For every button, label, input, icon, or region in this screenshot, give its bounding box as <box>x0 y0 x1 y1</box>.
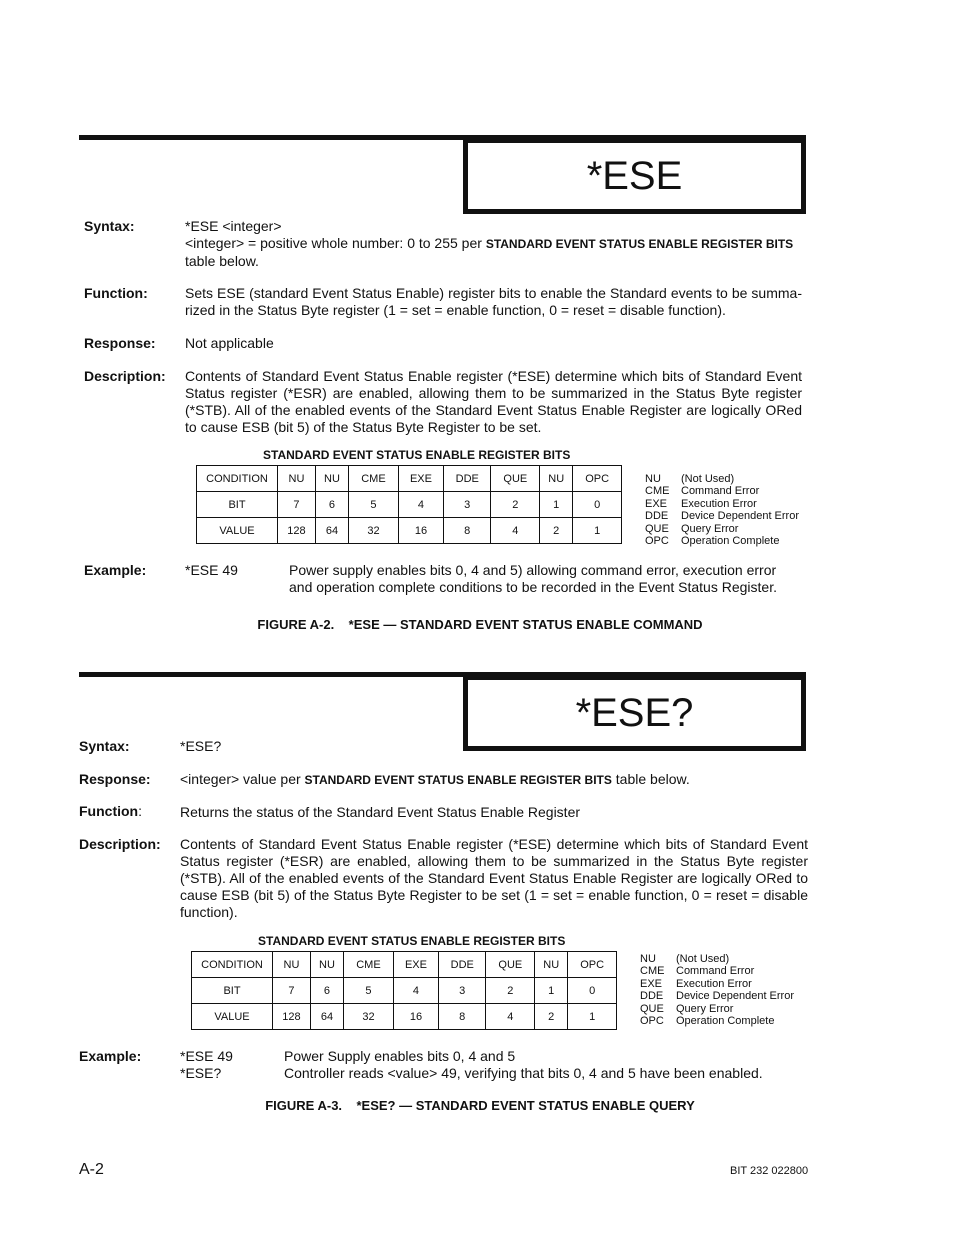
section1-example-label: Example: <box>84 562 147 578</box>
table-cell: 2 <box>486 978 535 1004</box>
section2-figure-caption: FIGURE A-3. *ESE? — STANDARD EVENT STATUS ENABLE QUERY <box>265 1098 695 1113</box>
legend-abbr: EXE <box>640 977 663 990</box>
section2-syntax-label: Syntax: <box>79 738 130 754</box>
section2-description-text: Contents of Standard Event Status Enable register (*ESE) determine which bits of Standard Event Status register (*ESR) are enabled, allowing them to be summarized in the Status Byte register (*STB). All of the enabled events of the Standard Event Status Enable Register are logically ORed to cause ESB (bit 5) of the Status Byte Register to be set (1 = set = enable function, 0 = reset = disable function). <box>180 836 808 920</box>
table-row <box>197 518 622 544</box>
table-cell: BIT <box>197 492 278 518</box>
legend-desc: (Not Used) <box>681 473 735 485</box>
section1-example-text: Power supply enables bits 0, 4 and 5) allowing command error, execution error and operation complete conditions to be recorded in the Event Status Register. <box>289 562 777 595</box>
section2-example1-command: *ESE 49 <box>180 1048 233 1064</box>
section1-syntax-line2-pre: <integer> = positive whole number: 0 to 255 per <box>185 235 486 251</box>
section1-legend <box>645 473 799 547</box>
legend-abbr: NU <box>645 473 661 485</box>
section2-function-text: Returns the status of the Standard Event Status Enable Register <box>180 804 581 820</box>
legend-desc: (Not Used) <box>676 953 730 965</box>
table-cell: 6 <box>315 492 348 518</box>
table-cell: 32 <box>349 518 399 544</box>
section2-example1-text: Power Supply enables bits 0, 4 and 5 <box>284 1048 516 1064</box>
legend-abbr: DDE <box>640 990 664 1003</box>
table-cell: BIT <box>192 978 273 1004</box>
table-cell: 16 <box>398 518 443 544</box>
table-cell: NU <box>278 466 316 492</box>
section2-response-pre: <integer> value per <box>180 771 305 787</box>
table-cell: 7 <box>278 492 316 518</box>
section1-syntax-line2 <box>185 235 810 253</box>
table-cell: 2 <box>535 1004 568 1030</box>
section1-function-label: Function: <box>84 285 148 301</box>
legend-item <box>645 535 799 547</box>
legend-abbr: QUE <box>640 1002 664 1015</box>
table-cell: CONDITION <box>192 952 273 978</box>
table-cell: 64 <box>310 1004 343 1030</box>
page-number: A-2 <box>79 1161 104 1178</box>
table-cell: 32 <box>344 1004 394 1030</box>
section1-function-text: Sets ESE (standard Event Status Enable) register bits to enable the Standard events to be summa-rized in the Status Byte register (1 = set = enable function, 0 = reset = disable function). <box>185 285 802 318</box>
table-cell: NU <box>273 952 311 978</box>
legend-item <box>645 510 799 522</box>
legend-desc: Device Dependent Error <box>676 990 795 1003</box>
table-cell: 3 <box>439 978 486 1004</box>
section1-syntax-label: Syntax: <box>84 218 135 234</box>
table-cell: NU <box>535 952 568 978</box>
table-cell: 7 <box>273 978 311 1004</box>
legend-item <box>640 978 794 990</box>
section2-legend <box>640 953 794 1027</box>
section1-response-text: Not applicable <box>185 335 274 351</box>
table-cell: NU <box>315 466 348 492</box>
table-row <box>197 466 622 492</box>
table-cell: 1 <box>540 492 573 518</box>
section1-syntax-text <box>185 218 810 270</box>
table-cell: VALUE <box>197 518 278 544</box>
table-row <box>197 492 622 518</box>
legend-abbr: CME <box>640 965 665 978</box>
section1-syntax-ref: STANDARD EVENT STATUS ENABLE REGISTER BITS <box>485 237 794 251</box>
table-cell: QUE <box>491 466 540 492</box>
table-cell: 128 <box>273 1004 311 1030</box>
table-cell: OPC <box>568 952 617 978</box>
section1-description-label: Description: <box>84 368 166 384</box>
table-cell: 2 <box>491 492 540 518</box>
table-cell: 5 <box>349 492 399 518</box>
table-cell: 128 <box>278 518 316 544</box>
section2-function-label-text: Function <box>79 803 139 819</box>
legend-item <box>640 1015 794 1027</box>
legend-abbr: OPC <box>640 1015 664 1028</box>
section2-example2-command: *ESE? <box>180 1065 222 1081</box>
table-cell: 4 <box>486 1004 535 1030</box>
legend-desc: Operation Complete <box>676 1015 775 1028</box>
table-row <box>192 1004 617 1030</box>
table-cell: 3 <box>444 492 491 518</box>
table-cell: CME <box>349 466 399 492</box>
table-cell: CME <box>344 952 394 978</box>
table-cell: 0 <box>573 492 622 518</box>
section1-table-title: STANDARD EVENT STATUS ENABLE REGISTER BITS <box>263 448 571 462</box>
section2-example2-text: Controller reads <value> 49, verifying that bits 0, 4 and 5 have been enabled. <box>284 1065 763 1081</box>
table-cell: EXE <box>393 952 438 978</box>
section1-syntax-line3: table below. <box>185 253 259 269</box>
table-cell: 5 <box>344 978 394 1004</box>
legend-abbr: OPC <box>645 535 669 548</box>
section2-syntax-text: *ESE? <box>180 738 222 754</box>
table-cell: 64 <box>315 518 348 544</box>
table-cell: NU <box>310 952 343 978</box>
table-cell: NU <box>540 466 573 492</box>
table-cell: QUE <box>486 952 535 978</box>
table-cell: CONDITION <box>197 466 278 492</box>
legend-item <box>645 498 799 510</box>
legend-desc: Device Dependent Error <box>681 510 800 523</box>
legend-desc: Command Error <box>681 485 760 498</box>
legend-desc: Operation Complete <box>681 535 780 548</box>
legend-abbr: QUE <box>645 522 669 535</box>
table-cell: 0 <box>568 978 617 1004</box>
table-row <box>192 978 617 1004</box>
legend-desc: Execution Error <box>676 977 752 990</box>
legend-desc: Query Error <box>681 522 739 535</box>
section1-command-title: *ESE <box>463 138 806 214</box>
table-cell: 2 <box>540 518 573 544</box>
section2-register-bits-table <box>191 951 617 1030</box>
document-id: BIT 232 022800 <box>730 1165 809 1177</box>
section2-response-text <box>180 771 810 789</box>
legend-item <box>645 473 799 485</box>
section2-function-label <box>79 803 142 819</box>
legend-desc: Execution Error <box>681 497 757 510</box>
table-cell: 8 <box>444 518 491 544</box>
legend-item <box>640 953 794 965</box>
table-cell: VALUE <box>192 1004 273 1030</box>
table-cell: 4 <box>398 492 443 518</box>
legend-desc: Command Error <box>676 965 755 978</box>
table-cell: 8 <box>439 1004 486 1030</box>
section1-figure-caption: FIGURE A-2. *ESE — STANDARD EVENT STATUS ENABLE COMMAND <box>257 617 703 632</box>
section1-syntax-line1: *ESE <integer> <box>185 218 282 234</box>
section2-response-post: table below. <box>611 771 690 787</box>
table-cell: 1 <box>535 978 568 1004</box>
section1-response-label: Response: <box>84 335 156 351</box>
table-row <box>192 952 617 978</box>
legend-item <box>645 523 799 535</box>
legend-abbr: DDE <box>645 510 669 523</box>
table-cell: EXE <box>398 466 443 492</box>
legend-item <box>640 1003 794 1015</box>
table-cell: OPC <box>573 466 622 492</box>
section2-function-colon: : <box>138 803 142 819</box>
legend-item <box>640 965 794 977</box>
section1-description-text: Contents of Standard Event Status Enable register (*ESE) determine which bits of Standard Event Status register (*ESR) are enabled, allowing them to be summarized in the Status Byte register (*STB). All of the enabled events of the Standard Event Status Enable Register are logically ORed to cause ESB (bit 5) of the Status Byte Register to be set. <box>185 368 802 435</box>
table-cell: 1 <box>573 518 622 544</box>
table-cell: 4 <box>491 518 540 544</box>
section2-table-title: STANDARD EVENT STATUS ENABLE REGISTER BITS <box>258 934 566 948</box>
table-cell: DDE <box>439 952 486 978</box>
table-cell: 16 <box>393 1004 438 1030</box>
section2-description-label: Description: <box>79 836 161 852</box>
section2-response-ref: STANDARD EVENT STATUS ENABLE REGISTER BITS <box>304 773 612 787</box>
legend-abbr: EXE <box>645 497 668 510</box>
legend-abbr: NU <box>640 953 656 965</box>
table-cell: 1 <box>568 1004 617 1030</box>
section2-example-label: Example: <box>79 1048 142 1064</box>
legend-desc: Query Error <box>676 1002 734 1015</box>
legend-item <box>645 485 799 497</box>
legend-abbr: CME <box>645 485 670 498</box>
legend-item <box>640 990 794 1002</box>
section1-register-bits-table <box>196 465 622 544</box>
table-cell: DDE <box>444 466 491 492</box>
table-cell: 6 <box>310 978 343 1004</box>
section1-example-command: *ESE 49 <box>185 562 238 578</box>
section2-command-title: *ESE? <box>463 675 806 751</box>
section2-response-label: Response: <box>79 771 151 787</box>
table-cell: 4 <box>393 978 438 1004</box>
